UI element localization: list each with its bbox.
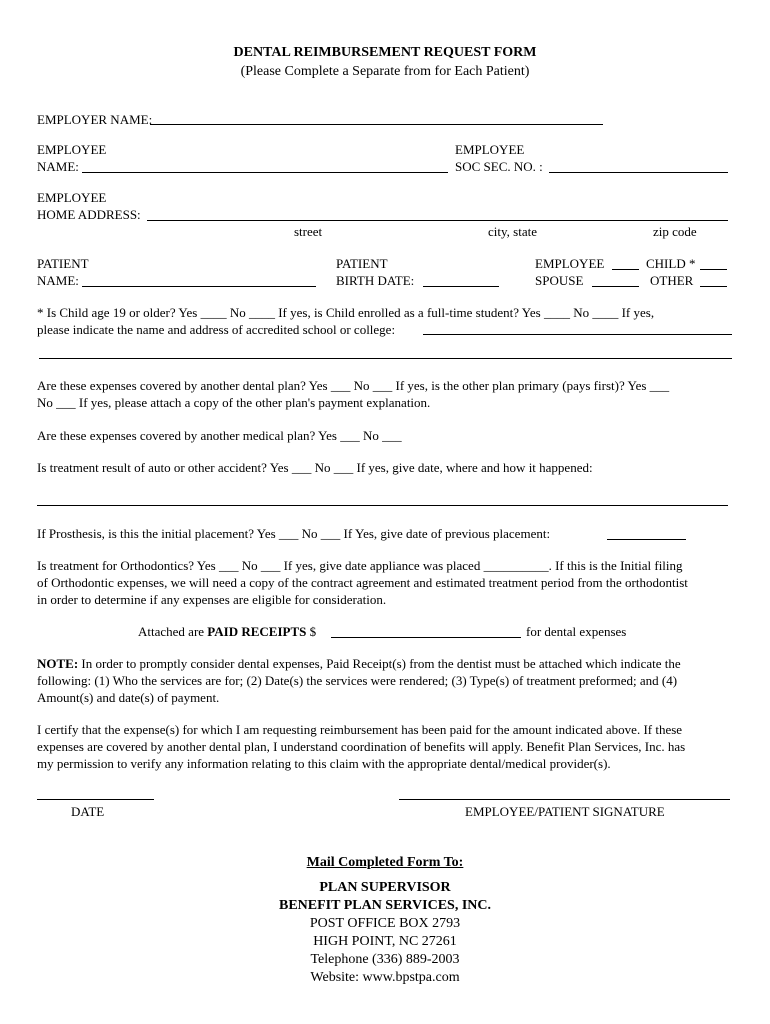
- employee-name-field[interactable]: [82, 172, 448, 173]
- mail-line-1: PLAN SUPERVISOR: [319, 880, 451, 895]
- accident-details-field[interactable]: [37, 505, 728, 506]
- birth-date-field[interactable]: [423, 286, 499, 287]
- receipts-line: [138, 625, 316, 638]
- certify-line-2: expenses are covered by another dental plan, I understand coordination of benefits will apply. Benefit Plan Services, Inc. has: [37, 739, 686, 754]
- mail-line-4: HIGH POINT, NC 27261: [313, 934, 457, 949]
- employee-ssn-field[interactable]: [549, 172, 728, 173]
- receipts-dollar: $: [306, 624, 317, 639]
- receipts-amount-field[interactable]: [331, 637, 521, 638]
- note-line-3: Amount(s) and date(s) of payment.: [37, 690, 220, 705]
- employer-name-field[interactable]: [150, 124, 603, 125]
- note-line-1: [37, 657, 681, 670]
- receipts-suffix: for dental expenses: [526, 624, 627, 639]
- previous-placement-date-field[interactable]: [607, 539, 686, 540]
- mail-line-6: Website: www.bpstpa.com: [310, 970, 460, 985]
- ortho-question-line-3: in order to determine if any expenses are eligible for consideration.: [37, 592, 387, 607]
- ortho-question-line-1: Is treatment for Orthodontics? Yes ___ No ___ If yes, give date appliance was placed __________. If this is the Initial filing: [37, 558, 683, 573]
- home-address-field[interactable]: [147, 220, 728, 221]
- mail-line-5: Telephone (336) 889-2003: [310, 952, 460, 967]
- ortho-question-line-2: of Orthodontic expenses, we will need a copy of the contract agreement and estimated treatment period from the orthodontist: [37, 575, 688, 590]
- receipts-prefix: Attached are: [138, 624, 208, 639]
- certify-line-3: my permission to verify any information relating to this claim with the appropriate dental/medical provider(s).: [37, 756, 611, 771]
- mail-line-2: BENEFIT PLAN SERVICES, INC.: [278, 898, 492, 913]
- home-address-label-1: EMPLOYEE: [37, 190, 107, 205]
- mail-heading: Mail Completed Form To:: [306, 855, 464, 870]
- city-state-caption: city, state: [488, 224, 537, 239]
- signature-label: EMPLOYEE/PATIENT SIGNATURE: [465, 804, 665, 819]
- employee-ssn-label-2: SOC SEC. NO. :: [455, 159, 543, 174]
- relation-other-label: OTHER: [650, 273, 694, 288]
- date-field[interactable]: [37, 799, 154, 800]
- relation-spouse-label: SPOUSE: [535, 273, 584, 288]
- birth-date-label-1: PATIENT: [336, 256, 388, 271]
- note-label: NOTE:: [37, 656, 79, 671]
- birth-date-label-2: BIRTH DATE:: [336, 273, 415, 288]
- relation-child-field[interactable]: [700, 269, 727, 270]
- relation-other-field[interactable]: [700, 286, 727, 287]
- relation-employee-field[interactable]: [612, 269, 639, 270]
- signature-field[interactable]: [399, 799, 730, 800]
- note-line-2: following: (1) Who the services are for; (2) Date(s) the services were rendered; (3) Type(s) of treatment preformed; and (4): [37, 673, 678, 688]
- school-address-field[interactable]: [39, 358, 732, 359]
- patient-name-label-2: NAME:: [37, 273, 79, 288]
- school-name-field[interactable]: [423, 334, 732, 335]
- medical-plan-question: Are these expenses covered by another medical plan? Yes ___ No ___: [37, 428, 402, 443]
- form-subtitle: (Please Complete a Separate from for Each Patient): [240, 64, 530, 79]
- form-title: DENTAL REIMBURSEMENT REQUEST FORM: [233, 45, 537, 60]
- relation-child-label: CHILD *: [646, 256, 696, 271]
- zip-code-caption: zip code: [653, 224, 697, 239]
- street-caption: street: [294, 224, 323, 239]
- relation-employee-label: EMPLOYEE: [535, 256, 605, 271]
- receipts-bold: PAID RECEIPTS: [207, 624, 307, 639]
- employee-ssn-label-1: EMPLOYEE: [455, 142, 525, 157]
- home-address-label-2: HOME ADDRESS:: [37, 207, 141, 222]
- employee-name-label-2: NAME:: [37, 159, 79, 174]
- prosthesis-question: If Prosthesis, is this the initial placement? Yes ___ No ___ If Yes, give date of previous placement:: [37, 526, 551, 541]
- dental-plan-question-line-1: Are these expenses covered by another dental plan? Yes ___ No ___ If yes, is the other plan primary (pays first)? Yes ___: [37, 378, 670, 393]
- relation-spouse-field[interactable]: [592, 286, 639, 287]
- mail-line-3: POST OFFICE BOX 2793: [309, 916, 461, 931]
- child-question-line-1: * Is Child age 19 or older? Yes ____ No ____ If yes, is Child enrolled as a full-time student? Yes ____ No ____ If yes,: [37, 305, 655, 320]
- date-label: DATE: [71, 804, 105, 819]
- note-text-1: In order to promptly consider dental expenses, Paid Receipt(s) from the dentist must be attached which indicate the: [78, 656, 681, 671]
- certify-line-1: I certify that the expense(s) for which I am requesting reimbursement has been paid for the amount indicated above. If these: [37, 722, 683, 737]
- dental-plan-question-line-2: No ___ If yes, please attach a copy of the other plan's payment explanation.: [37, 395, 431, 410]
- accident-question: Is treatment result of auto or other accident? Yes ___ No ___ If yes, give date, where and how it happened:: [37, 460, 593, 475]
- patient-name-field[interactable]: [82, 286, 316, 287]
- child-question-line-2: please indicate the name and address of accredited school or college:: [37, 322, 396, 337]
- employer-name-label: EMPLOYER NAME:: [37, 112, 153, 127]
- employee-name-label-1: EMPLOYEE: [37, 142, 107, 157]
- patient-name-label-1: PATIENT: [37, 256, 89, 271]
